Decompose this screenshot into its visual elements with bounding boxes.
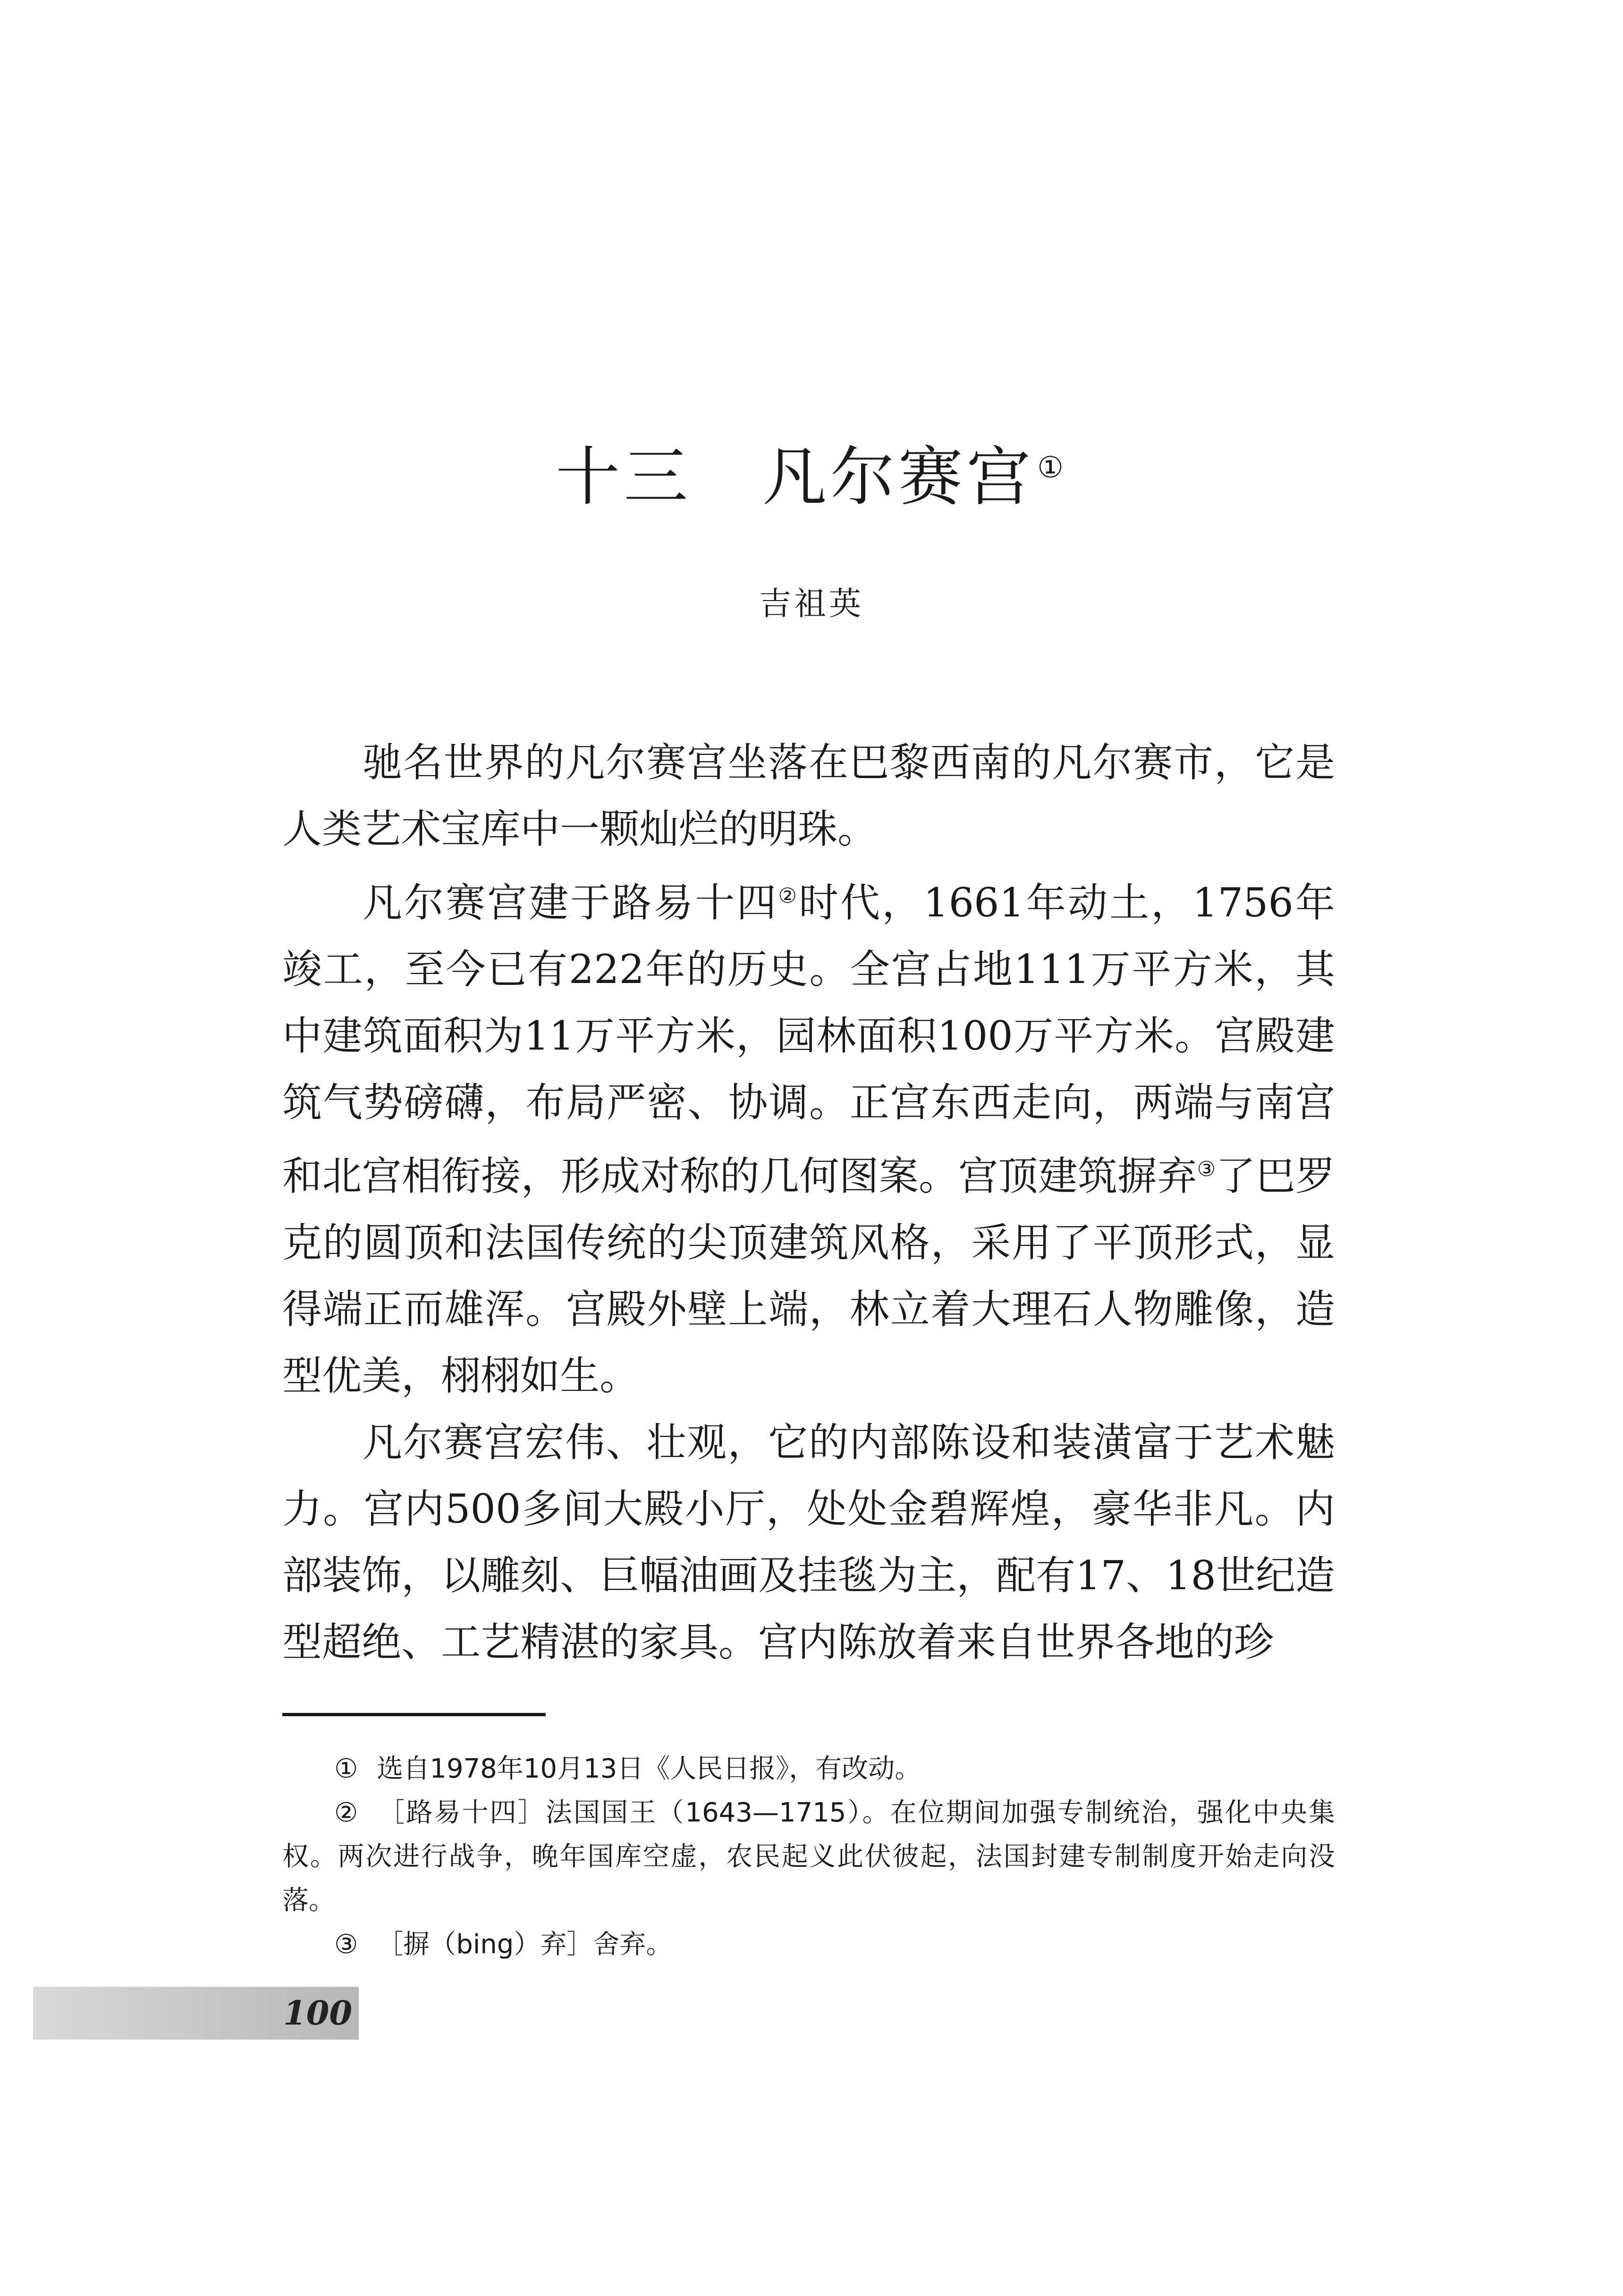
footnote-ref-2: ②: [778, 884, 799, 908]
paragraph-2: [282, 863, 1335, 1409]
page-number: 100: [283, 1993, 353, 2033]
footnote-3-text: ［摒（bing）弃］舍弃。: [377, 1929, 673, 1960]
footnote-divider: [282, 1713, 546, 1716]
paragraph-2-text-c: 了巴罗克的圆顶和法国传统的尖顶建筑风格，采用了平顶形式，显得端正而雄浑。宫殿外壁上端，林立着大理石人物雕像，造型优美，栩栩如生。: [282, 1153, 1335, 1399]
paragraph-2-text-b: 时代，1661年动土，1756年竣工，至今已有222年的历史。全宫占地111万平方米，其中建筑面积为11万平方米，园林面积100万平方米。宫殿建筑气势磅礴，布局严密、协调。正宫东西走向，两端与南宫和北宫相衔接，形成对称的几何图案。宫顶建筑摒弃: [282, 880, 1335, 1199]
chapter-title-text: 凡尔赛宫: [762, 440, 1035, 515]
footnote-ref-3: ③: [1197, 1157, 1216, 1181]
footnotes: [282, 1747, 1335, 1966]
footnote-2-text: ［路易十四］法国国王（1643—1715）。在位期间加强专制统治，强化中央集权。两次进行战争，晚年国库空虚，农民起义此伏彼起，法国封建专制制度开始走向没落。: [282, 1797, 1336, 1916]
footnote-1-mark: ①: [334, 1754, 358, 1784]
footnote-2-mark: ②: [334, 1797, 360, 1828]
paragraph-1: [282, 729, 1335, 863]
article-body: [282, 729, 1335, 1676]
paragraph-3-text: 凡尔赛宫宏伟、壮观，它的内部陈设和装潢富于艺术魅力。宫内500多间大殿小厅，处处金碧辉煌，豪华非凡。内部装饰，以雕刻、巨幅油画及挂毯为主，配有17、18世纪造型超绝、工艺精湛的家具。宫内陈放着来自世界各地的珍: [282, 1419, 1335, 1665]
title-footnote-mark: ①: [1037, 449, 1067, 484]
footnote-2: [282, 1791, 1335, 1923]
author-name: 吉祖英: [759, 585, 864, 623]
paragraph-3: [282, 1409, 1335, 1676]
chapter-title: [0, 425, 1623, 517]
footnote-1-text: 选自1978年10月13日《人民日报》，有改动。: [377, 1754, 921, 1784]
footnote-1: [282, 1747, 1335, 1791]
footnote-3-mark: ③: [334, 1929, 358, 1960]
chapter-number: 十三: [556, 440, 692, 515]
paragraph-2-text-a: 凡尔赛宫建于路易十四: [363, 880, 778, 926]
footnote-3: [282, 1923, 1335, 1966]
paragraph-1-text: 驰名世界的凡尔赛宫坐落在巴黎西南的凡尔赛市，它是人类艺术宝库中一颗灿烂的明珠。: [282, 739, 1335, 852]
